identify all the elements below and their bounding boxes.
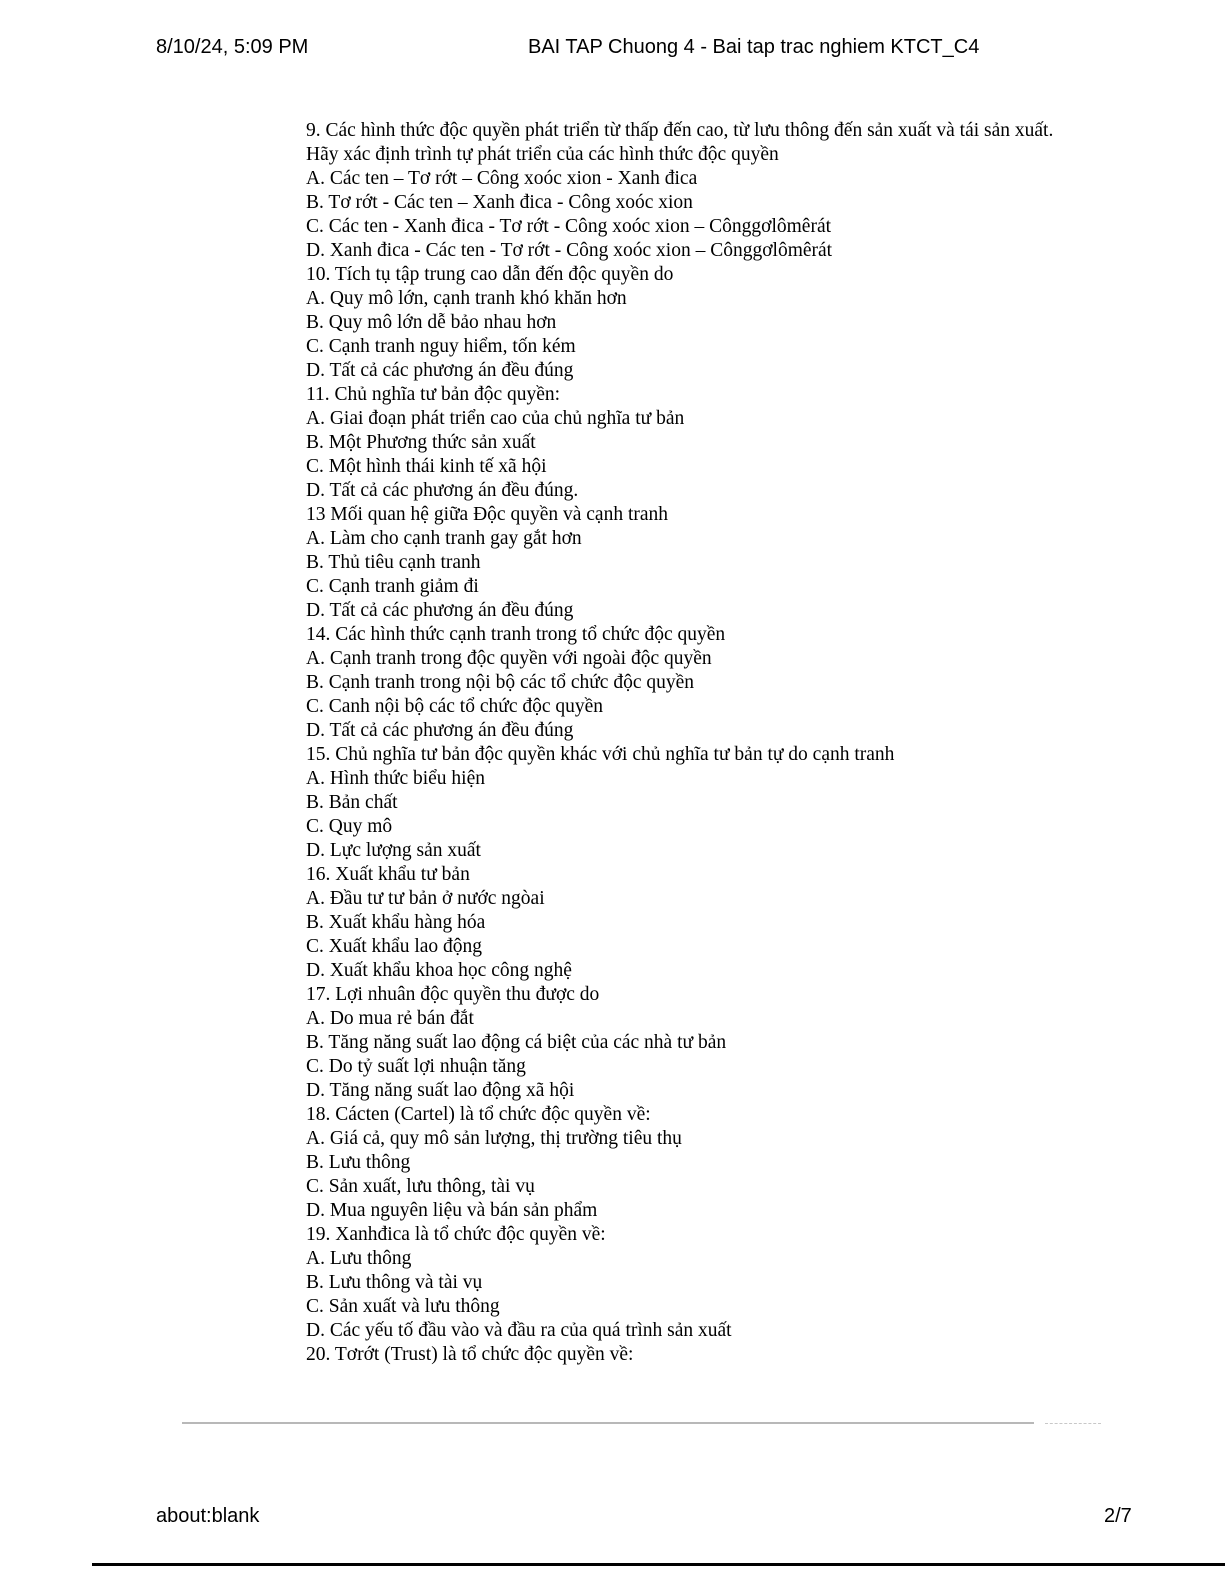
- document-line: A. Giá cả, quy mô sản lượng, thị trường tiêu thụ: [306, 1128, 682, 1149]
- document-line: Hãy xác định trình tự phát triển của các hình thức độc quyền: [306, 144, 779, 165]
- document-line: 13 Mối quan hệ giữa Độc quyền và cạnh tranh: [306, 504, 669, 525]
- document-line: 19. Xanhđica là tổ chức độc quyền về:: [306, 1224, 606, 1245]
- document-line: A. Các ten – Tơ rớt – Công xoóc xion - Xanh đica: [306, 168, 698, 189]
- page-divider-tail: [1045, 1423, 1101, 1424]
- page-bottom-edge: [92, 1563, 1225, 1566]
- document-line: C. Do tỷ suất lợi nhuận tăng: [306, 1056, 526, 1077]
- document-line: B. Lưu thông: [306, 1152, 411, 1173]
- document-line: B. Tơ rớt - Các ten – Xanh đica - Công xoóc xion: [306, 192, 693, 213]
- document-line: D. Tất cả các phương án đều đúng: [306, 600, 574, 621]
- page-number: 2/7: [1104, 1505, 1132, 1527]
- document-line: A. Cạnh tranh trong độc quyền với ngoài độc quyền: [306, 648, 712, 669]
- document-line: A. Đầu tư tư bản ở nước ngòai: [306, 888, 545, 909]
- footer-url: about:blank: [156, 1505, 260, 1527]
- document-line: C. Quy mô: [306, 816, 393, 837]
- document-line: 20. Tơrớt (Trust) là tổ chức độc quyền về:: [306, 1344, 634, 1365]
- document-line: D. Xanh đica - Các ten - Tơ rớt - Công xoóc xion – Cônggơlômêrát: [306, 240, 833, 261]
- print-datetime: 8/10/24, 5:09 PM: [156, 36, 309, 58]
- document-line: A. Quy mô lớn, cạnh tranh khó khăn hơn: [306, 288, 627, 309]
- document-line: A. Hình thức biểu hiện: [306, 768, 485, 789]
- document-line: B. Quy mô lớn dễ bảo nhau hơn: [306, 312, 557, 333]
- document-line: D. Xuất khẩu khoa học công nghệ: [306, 960, 572, 981]
- document-line: C. Xuất khẩu lao động: [306, 936, 483, 957]
- document-line: B. Tăng năng suất lao động cá biệt của các nhà tư bản: [306, 1032, 727, 1053]
- document-line: C. Sản xuất và lưu thông: [306, 1296, 500, 1317]
- document-body: [306, 119, 1166, 1367]
- document-line: D. Các yếu tố đầu vào và đầu ra của quá trình sản xuất: [306, 1320, 732, 1341]
- document-line: C. Cạnh tranh giảm đi: [306, 576, 479, 597]
- document-line: B. Thủ tiêu cạnh tranh: [306, 552, 481, 573]
- document-line: 14. Các hình thức cạnh tranh trong tổ chức độc quyền: [306, 624, 726, 645]
- document-line: A. Làm cho cạnh tranh gay gắt hơn: [306, 528, 582, 549]
- document-line: B. Bản chất: [306, 792, 398, 813]
- document-line: C. Cạnh tranh nguy hiểm, tốn kém: [306, 336, 576, 357]
- page-divider: [182, 1422, 1034, 1424]
- document-line: C. Các ten - Xanh đica - Tơ rớt - Công xoóc xion – Cônggơlômêrát: [306, 216, 832, 237]
- document-line: 10. Tích tụ tập trung cao dẫn đến độc quyền do: [306, 264, 674, 285]
- document-line: D. Tất cả các phương án đều đúng: [306, 720, 574, 741]
- document-line: D. Tăng năng suất lao động xã hội: [306, 1080, 575, 1101]
- document-line: D. Mua nguyên liệu và bán sản phẩm: [306, 1200, 598, 1221]
- document-line: 9. Các hình thức độc quyền phát triển từ thấp đến cao, từ lưu thông đến sản xuất và tái sản xuất.: [306, 120, 1054, 141]
- document-line: A. Giai đoạn phát triển cao của chủ nghĩa tư bản: [306, 408, 685, 429]
- document-line: 18. Cácten (Cartel) là tổ chức độc quyền về:: [306, 1104, 651, 1125]
- document-line: D. Tất cả các phương án đều đúng.: [306, 480, 579, 501]
- document-line: C. Sản xuất, lưu thông, tài vụ: [306, 1176, 535, 1197]
- document-line: 11. Chủ nghĩa tư bản độc quyền:: [306, 384, 561, 405]
- document-line: A. Do mua rẻ bán đắt: [306, 1008, 474, 1029]
- document-line: 16. Xuất khẩu tư bản: [306, 864, 470, 885]
- document-line: B. Một Phương thức sản xuất: [306, 432, 536, 453]
- document-line: B. Cạnh tranh trong nội bộ các tổ chức độc quyền: [306, 672, 695, 693]
- document-line: B. Lưu thông và tài vụ: [306, 1272, 483, 1293]
- document-title: BAI TAP Chuong 4 - Bai tap trac nghiem KTCT_C4: [528, 36, 980, 58]
- document-line: 15. Chủ nghĩa tư bản độc quyền khác với chủ nghĩa tư bản tự do cạnh tranh: [306, 744, 895, 765]
- document-line: 17. Lợi nhuân độc quyền thu được do: [306, 984, 600, 1005]
- document-line: A. Lưu thông: [306, 1248, 412, 1269]
- document-line: C. Canh nội bộ các tổ chức độc quyền: [306, 696, 604, 717]
- document-line: D. Tất cả các phương án đều đúng: [306, 360, 574, 381]
- document-line: D. Lực lượng sản xuất: [306, 840, 481, 861]
- document-line: C. Một hình thái kinh tế xã hội: [306, 456, 547, 477]
- document-line: B. Xuất khẩu hàng hóa: [306, 912, 486, 933]
